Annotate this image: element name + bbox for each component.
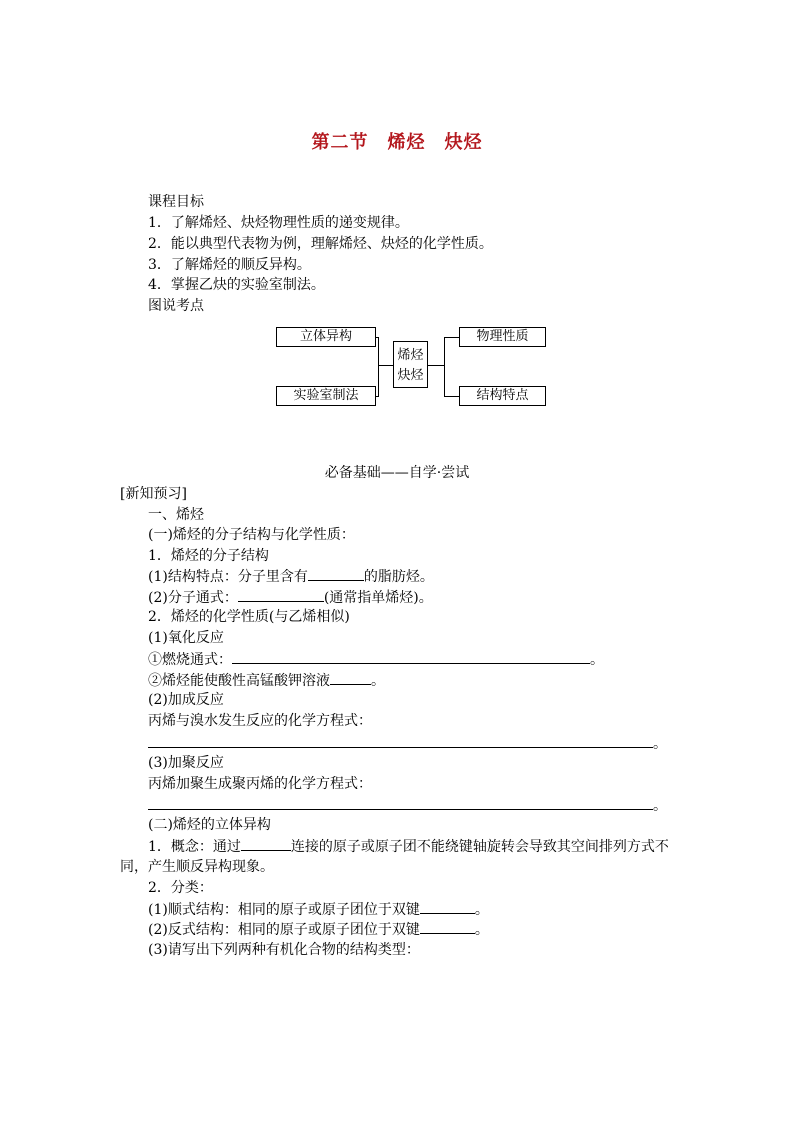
connector-line [428, 365, 444, 366]
text-line [148, 919, 489, 940]
text-line [148, 836, 669, 857]
fill-blank[interactable] [420, 919, 475, 934]
text-fragment: 连接的原子或原子团不能绕键轴旋转会导致其空间排列方式不 [290, 839, 669, 855]
fill-blank[interactable] [148, 733, 653, 748]
text-fragment: 。 [371, 673, 385, 689]
subheading: (二)烯烃的立体异构 [148, 817, 271, 833]
diagram-box-lab-preparation: 实验室制法 [276, 386, 376, 406]
objective-item: 3．了解烯烃的顺反异构。 [148, 257, 311, 273]
diagram-center-alkyne: 炔烃 [397, 368, 424, 383]
text-line [148, 566, 434, 587]
objective-item: 4．掌握乙炔的实验室制法。 [148, 277, 325, 293]
text-fragment: (2)反式结构：相同的原子或原子团位于双键 [148, 922, 420, 938]
text-fragment: 。 [474, 922, 489, 938]
connector-line [444, 337, 445, 397]
text-fragment: 。 [653, 798, 667, 814]
objective-item: 2．能以典型代表物为例，理解烯烃、炔烃的化学性质。 [148, 236, 493, 252]
text-line: 同，产生顺反异构现象。 [120, 859, 274, 875]
text-fragment: 。 [590, 652, 604, 668]
objectives-heading: 课程目标 [148, 194, 204, 210]
fill-blank[interactable] [420, 899, 475, 914]
text-fragment: 。 [474, 902, 489, 918]
fill-blank[interactable] [238, 587, 324, 602]
fill-blank[interactable] [241, 836, 291, 851]
diagram-box-center [393, 341, 428, 388]
diagram-box-stereoisomer: 立体异构 [276, 327, 376, 347]
text-line [148, 670, 385, 691]
heading-alkene: 一、烯烃 [148, 507, 204, 523]
text-line [148, 587, 433, 608]
diagram-heading: 图说考点 [148, 298, 204, 314]
text-fragment: ①燃烧通式： [148, 652, 232, 668]
diagram-center-alkene: 烯烃 [397, 348, 424, 363]
text-fragment: (2)分子通式： [148, 590, 238, 606]
diagram-box-structure: 结构特点 [459, 386, 546, 406]
text-fragment: (1)结构特点：分子里含有 [148, 569, 308, 585]
objective-item: 1．了解烯烃、炔烃物理性质的递变规律。 [148, 215, 409, 231]
connector-line [444, 337, 459, 338]
answer-line [148, 795, 667, 816]
text-line: 2．分类： [148, 880, 213, 896]
fill-blank[interactable] [232, 649, 590, 664]
answer-line [148, 733, 667, 754]
fill-blank[interactable] [308, 566, 364, 581]
subheading: (一)烯烃的分子结构与化学性质： [148, 527, 355, 543]
text-fragment: (通常指单烯烃)。 [323, 590, 433, 606]
fill-blank[interactable] [330, 670, 371, 685]
text-line [148, 649, 604, 670]
text-fragment: 。 [653, 736, 667, 752]
text-line: (1)氧化反应 [148, 630, 224, 646]
page-title: 第二节 烯烃 炔烃 [311, 132, 483, 153]
text-line: 丙烯加聚生成聚丙烯的化学方程式： [148, 776, 372, 792]
diagram-box-physical-property: 物理性质 [459, 327, 546, 347]
text-fragment: 1．概念：通过 [148, 839, 241, 855]
connector-line [378, 365, 393, 366]
text-fragment: (1)顺式结构：相同的原子或原子团位于双键 [148, 902, 420, 918]
section-heading: 必备基础——自学·尝试 [324, 465, 470, 481]
text-line: 1．烯烃的分子结构 [148, 548, 269, 564]
connector-line [444, 396, 459, 397]
text-line [148, 899, 489, 920]
text-fragment: 的脂肪烃。 [363, 569, 434, 585]
connector-line [378, 337, 379, 397]
text-line: (3)加聚反应 [148, 755, 224, 771]
text-line: (2)加成反应 [148, 692, 224, 708]
text-line: 丙烯与溴水发生反应的化学方程式： [148, 713, 372, 729]
text-line: (3)请写出下列两种有机化合物的结构类型： [148, 942, 420, 958]
fill-blank[interactable] [148, 795, 653, 810]
text-line: 2．烯烃的化学性质(与乙烯相似) [148, 609, 350, 625]
text-fragment: ②烯烃能使酸性高锰酸钾溶液 [148, 673, 330, 689]
preview-tag: [新知预习] [120, 486, 187, 502]
